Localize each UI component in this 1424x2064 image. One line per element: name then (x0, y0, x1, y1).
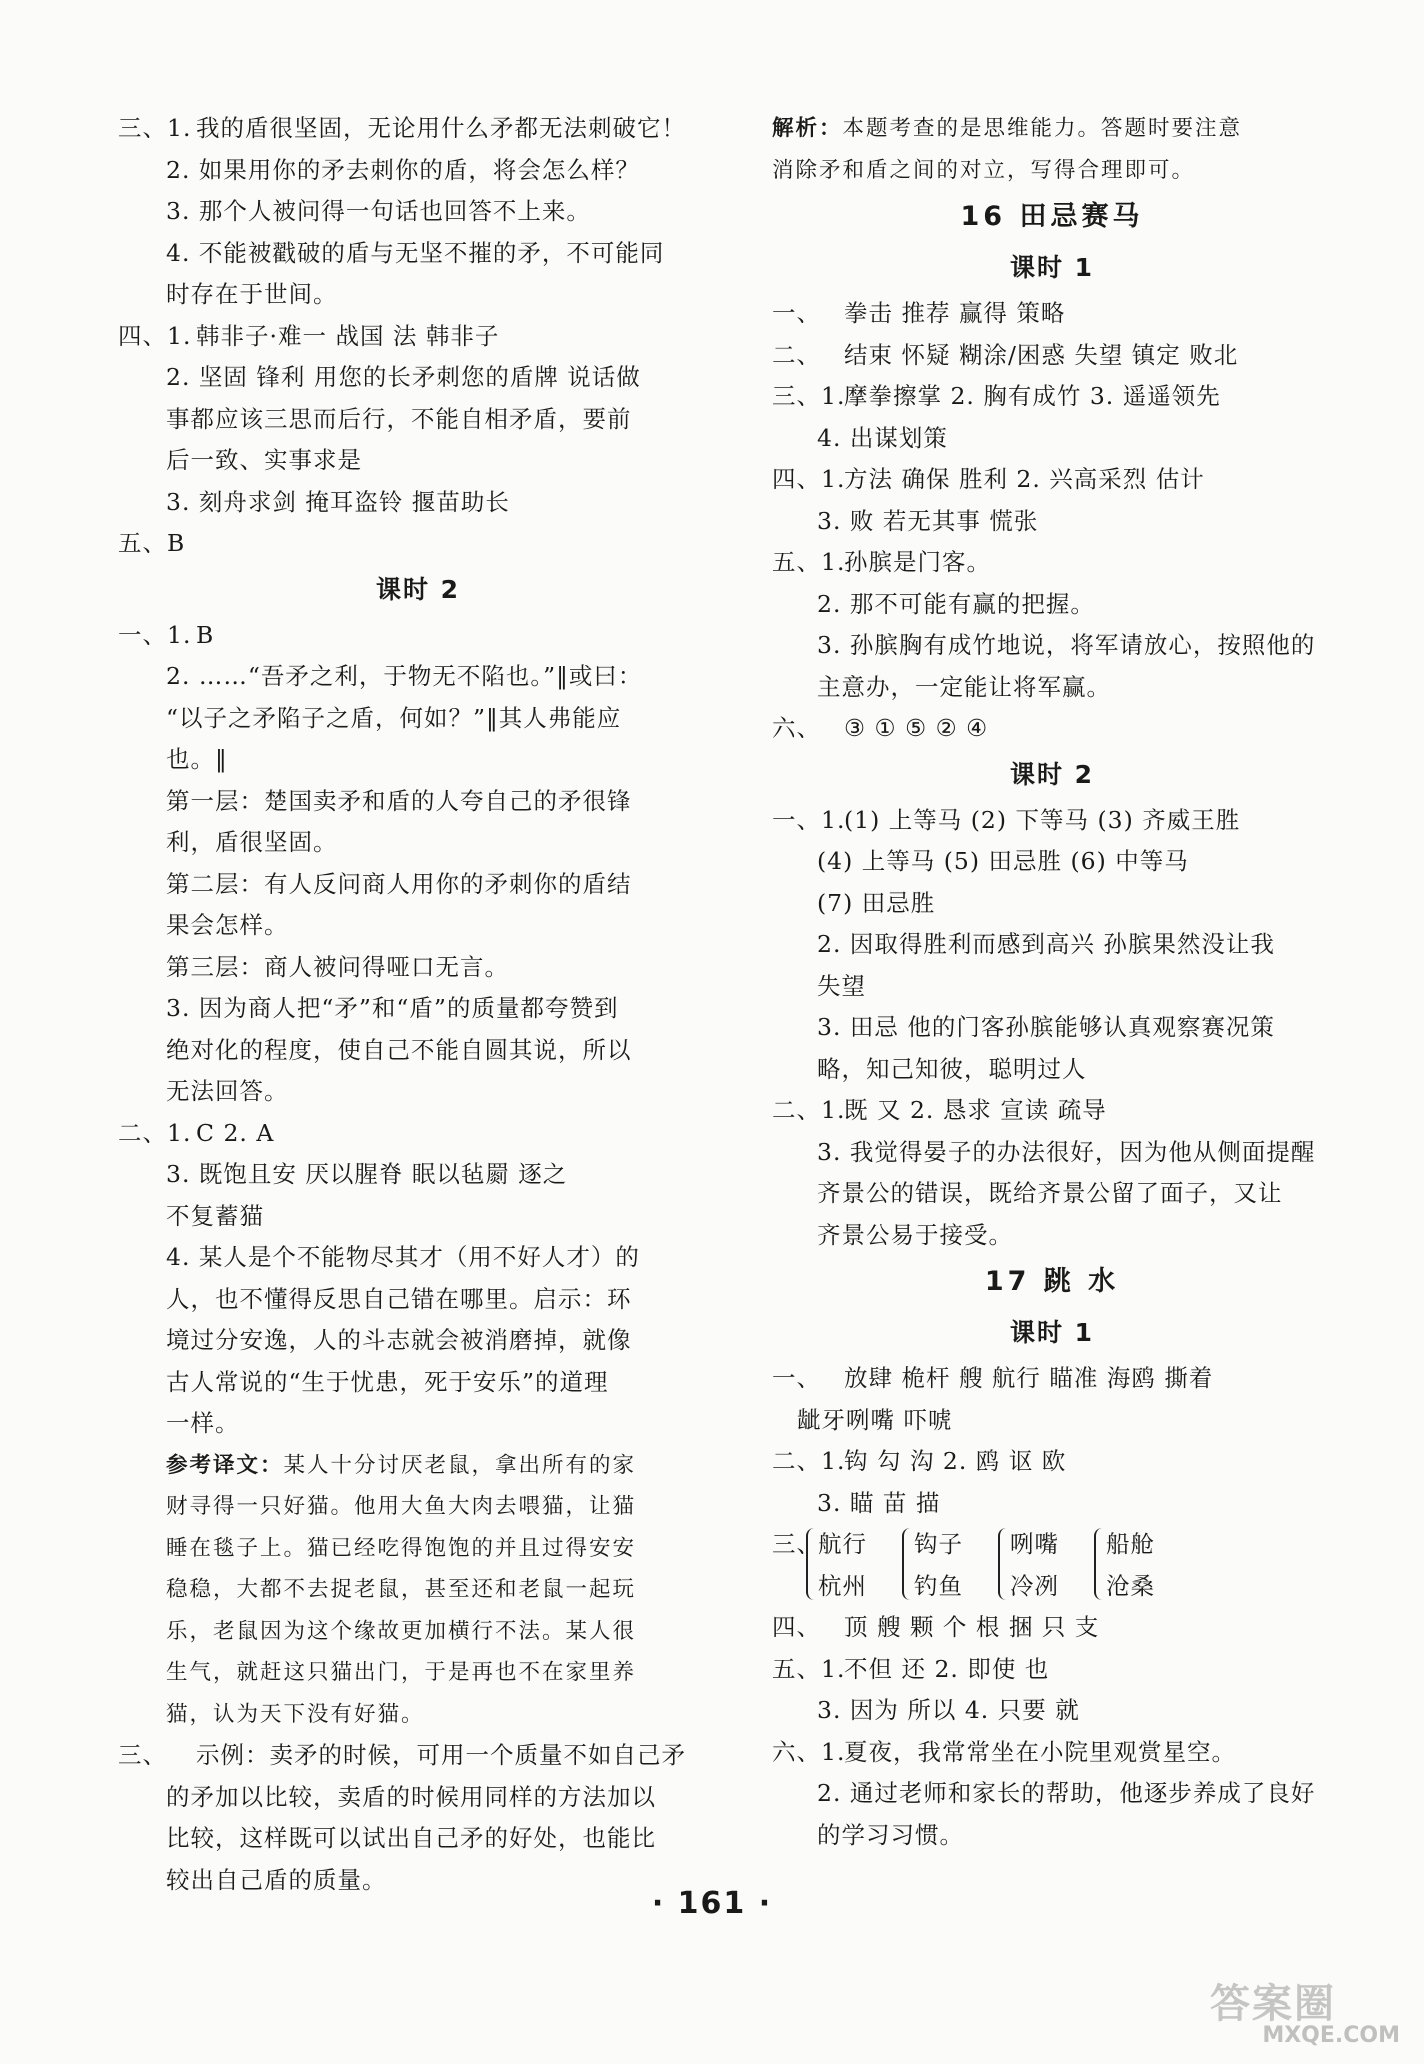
answer-content: 第三层：商人被问得哑口无言。 (166, 952, 509, 981)
answer-content: 3. 我觉得晏子的办法很好，因为他从侧面提醒 (817, 1137, 1316, 1166)
question-number: 二、1. (772, 1447, 846, 1475)
answer-line (118, 150, 718, 192)
answer-text (196, 108, 686, 150)
answer-line (772, 376, 1332, 418)
answer-text (166, 656, 642, 698)
answer-text (166, 1154, 567, 1196)
question-number: 一、 (772, 1364, 821, 1392)
answer-line (118, 440, 718, 482)
answer-content: 3. 刻舟求剑 掩耳盗铃 揠苗助长 (166, 487, 510, 516)
answer-content: 放肆 桅杆 艘 航行 瞄准 海鸥 撕着 (844, 1364, 1214, 1392)
answer-text (817, 667, 1111, 709)
answer-content: 既 又 2. 恳求 宣读 疏导 (844, 1096, 1107, 1124)
answer-line (118, 1154, 718, 1196)
answer-line (772, 667, 1332, 709)
answer-text (817, 1815, 964, 1857)
answer-line (772, 1215, 1332, 1257)
answer-text (166, 1445, 636, 1487)
answer-text (166, 1611, 636, 1653)
answer-line (118, 1611, 718, 1653)
answer-text (817, 1483, 940, 1525)
answer-text (166, 988, 618, 1030)
answer-line (118, 1071, 718, 1113)
answer-content: 某人十分讨厌老鼠，拿出所有的家 (283, 1452, 637, 1478)
answer-text (166, 1528, 636, 1570)
answer-text (844, 1441, 1066, 1483)
answer-text (196, 316, 499, 358)
answer-line (772, 542, 1332, 584)
answer-text (166, 440, 362, 482)
answer-line (118, 656, 718, 698)
answer-text (797, 1400, 952, 1442)
answer-text (844, 1358, 1213, 1400)
answer-line (772, 1441, 1332, 1483)
answer-line (118, 615, 718, 657)
answer-content: 的矛加以比较，卖盾的时候用同样的方法加以 (166, 1782, 656, 1811)
answer-content: 乐，老鼠因为这个缘故更加横行不法。某人很 (166, 1618, 637, 1644)
question-number: 六、 (772, 714, 821, 742)
answer-content: 齐景公易于接受。 (817, 1220, 1013, 1249)
answer-text (817, 1215, 1013, 1257)
answer-text (817, 625, 1315, 667)
answer-line (118, 1735, 718, 1777)
answer-text (166, 1071, 289, 1113)
answer-content: 龇牙咧嘴 吓唬 (797, 1405, 953, 1434)
section-heading: 课时 2 (375, 574, 461, 604)
brace-mark (902, 1528, 912, 1600)
answer-text (817, 1132, 1315, 1174)
answer-content: 拳击 推荐 赢得 策略 (844, 299, 1066, 327)
answer-text (166, 1403, 240, 1445)
answer-line (118, 1030, 718, 1072)
answer-line (772, 1007, 1332, 1049)
answer-text (844, 800, 1240, 842)
answer-content: 3. 那个人被问得一句话也回答不上来。 (166, 197, 591, 225)
answer-content: 财寻得一只好猫。他用大鱼大肉去喂猫，让猫 (166, 1494, 637, 1519)
answer-line (118, 1652, 718, 1694)
section-heading: 课时 1 (1009, 1318, 1095, 1347)
answer-content: 不复蓄猫 (166, 1201, 264, 1230)
answer-content: 消除矛和盾之间的对立，写得合理即可。 (772, 157, 1196, 183)
answer-text (817, 584, 1095, 626)
answer-line (118, 1569, 718, 1611)
question-number: 五、1. (772, 1654, 846, 1683)
section-heading: 课时 2 (1009, 759, 1095, 789)
answer-line (118, 905, 718, 947)
answer-line (772, 708, 1332, 750)
answer-text (817, 841, 1189, 883)
answer-text (844, 1607, 1099, 1649)
answer-content: 绝对化的程度，使自己不能自圆其说，所以 (166, 1035, 632, 1064)
answer-line (118, 1362, 718, 1404)
answer-text (166, 1569, 636, 1611)
question-number: 三、 (772, 1530, 821, 1558)
answer-text (166, 1279, 632, 1321)
answer-content: 顶 艘 颗 个 根 捆 只 支 (844, 1613, 1100, 1641)
answer-text (166, 739, 228, 781)
lesson-title: 17 跳 水 (984, 1266, 1120, 1297)
brace-mark (998, 1528, 1008, 1600)
answer-content: 果会怎样。 (166, 911, 289, 939)
answer-line (118, 1777, 718, 1819)
pair-word: 航行 (818, 1530, 867, 1558)
answer-content: 后一致、实事求是 (166, 446, 362, 474)
answer-content: 4. 某人是个不能物尽其才（用不好人才）的 (166, 1243, 640, 1271)
question-number: 三、1. (772, 382, 846, 410)
answer-content: 第一层：楚国卖矛和盾的人夸自己的矛很锋 (166, 786, 632, 815)
answer-content: 利，盾很坚固。 (166, 828, 338, 856)
answer-content: 3. 既饱且安 厌以腥脊 眠以毡罽 逐之 (166, 1160, 568, 1188)
answer-line (772, 1400, 1332, 1442)
answer-line (118, 1486, 718, 1528)
answer-text (817, 1049, 1087, 1091)
answer-text (166, 1818, 656, 1860)
answer-text (844, 1090, 1107, 1132)
answer-text (817, 966, 866, 1008)
answer-line (118, 988, 718, 1030)
right-column (772, 108, 1332, 1856)
answer-line (772, 1690, 1332, 1732)
answer-content: 3. 败 若无其事 慌张 (817, 506, 1039, 535)
answer-line (772, 1524, 1332, 1607)
pair-word: 钓鱼 (914, 1571, 963, 1600)
answer-line (772, 150, 1332, 192)
answer-line (118, 191, 718, 233)
answer-line (118, 1528, 718, 1570)
answer-line (772, 1358, 1332, 1400)
answer-text (772, 108, 1242, 150)
answer-line (118, 1113, 718, 1155)
answer-text (166, 698, 621, 740)
question-number: 二、 (772, 340, 821, 369)
answer-line (772, 966, 1332, 1008)
answer-content: 2. 坚固 锋利 用您的长矛刺您的盾牌 说话做 (166, 363, 641, 391)
answer-content: 4. 不能被戳破的盾与无坚不摧的矛，不可能同 (166, 238, 665, 267)
answer-text (817, 1690, 1080, 1732)
section-heading: 课时 1 (1009, 253, 1095, 282)
question-number: 二、1. (772, 1096, 846, 1124)
brace-mark (1094, 1528, 1104, 1600)
answer-text (817, 924, 1275, 966)
question-number: 二、1. (118, 1118, 192, 1147)
answer-text (166, 1652, 636, 1694)
question-number: 六、1. (772, 1737, 846, 1766)
answer-line (772, 841, 1332, 883)
answer-text (844, 459, 1205, 501)
answer-text (166, 1486, 636, 1528)
answer-content: “以子之矛陷子之盾，何如？”‖其人弗能应 (166, 703, 622, 732)
answer-content: 示例：卖矛的时候，可用一个质量不如自己矛 (196, 1741, 686, 1769)
answer-content: 不但 还 2. 即使 也 (844, 1654, 1050, 1683)
answer-line (772, 418, 1332, 460)
answer-line (772, 1607, 1332, 1649)
answer-content: 事都应该三思而后行，不能自相矛盾，要前 (166, 404, 632, 433)
answer-line (118, 316, 718, 358)
answer-line (118, 1445, 718, 1487)
answer-text (166, 399, 632, 441)
answer-line (772, 1132, 1332, 1174)
pair-word: 钩子 (914, 1530, 963, 1558)
answer-text (817, 1173, 1283, 1215)
answer-text (817, 501, 1038, 543)
answer-line (118, 822, 718, 864)
answer-text (166, 781, 632, 823)
answer-content: 3. 因为 所以 4. 只要 就 (817, 1696, 1080, 1724)
answer-text (844, 376, 1221, 418)
answer-line (772, 293, 1332, 335)
answer-line (118, 1196, 718, 1238)
answer-content: 齐景公的错误，既给齐景公留了面子，又让 (817, 1179, 1283, 1207)
answer-content: 也。‖ (166, 745, 228, 773)
answer-content: 生气，就赶这只猫出门，于是再也不在家里养 (166, 1660, 637, 1685)
answer-text (817, 883, 935, 925)
answer-line (118, 274, 718, 316)
answer-line (772, 625, 1332, 667)
left-column (118, 108, 718, 1901)
answer-line (118, 1320, 718, 1362)
answer-line (118, 357, 718, 399)
question-number: 一、 (772, 299, 821, 327)
answer-content: 2. 因取得胜利而感到高兴 孙膑果然没让我 (817, 930, 1275, 958)
answer-text (166, 822, 338, 864)
answer-text (844, 293, 1065, 335)
answer-text (196, 615, 214, 657)
question-number: 五、1. (772, 548, 846, 576)
answer-content: (7) 田忌胜 (817, 888, 936, 917)
answer-line (772, 883, 1332, 925)
answer-content: 古人常说的“生于忧患，死于安乐”的道理 (166, 1367, 609, 1396)
answer-content: 韩非子·难一 战国 法 韩非子 (196, 321, 500, 350)
answer-content: 猫，认为天下没有好猫。 (166, 1701, 425, 1727)
answer-content: 2. ……“吾矛之利，于物无不陷也。”‖或曰： (166, 662, 643, 690)
answer-text (772, 150, 1195, 192)
answer-text (166, 1362, 609, 1404)
answer-line (118, 233, 718, 275)
answer-content: 第二层：有人反问商人用你的矛刺你的盾结 (166, 869, 632, 898)
answer-content: (1) 上等马 (2) 下等马 (3) 齐威王胜 (844, 805, 1241, 834)
answer-line (772, 1090, 1332, 1132)
answer-text (166, 947, 509, 989)
answer-line (772, 1649, 1332, 1691)
answer-content: 略，知己知彼，聪明过人 (817, 1054, 1087, 1083)
answer-content: 3. 孙膑胸有成竹地说，将军请放心，按照他的 (817, 631, 1316, 659)
question-number: 三、 (118, 1741, 167, 1769)
answer-text (817, 1773, 1315, 1815)
question-number: 四、 (772, 1613, 821, 1641)
answer-line (772, 584, 1332, 626)
answer-line (118, 739, 718, 781)
answer-content: 比较，这样既可以试出自己矛的好处，也能比 (166, 1824, 656, 1852)
answer-text (817, 1007, 1275, 1049)
answer-content: 我的盾很坚固，无论用什么矛都无法刺破它！ (196, 114, 686, 142)
answer-content: 主意办，一定能让将军赢。 (817, 672, 1111, 701)
answer-text (166, 150, 640, 192)
answer-content: 钩 勾 沟 2. 鸥 讴 欧 (844, 1447, 1067, 1475)
answer-line (772, 335, 1332, 377)
answer-content: 4. 出谋划策 (817, 423, 948, 452)
answer-line (772, 1815, 1332, 1857)
answer-text (166, 905, 289, 947)
answer-content: C 2. A (196, 1118, 275, 1147)
answer-text (844, 335, 1238, 377)
answer-content: 2. 那不可能有赢的把握。 (817, 589, 1095, 618)
answer-content: 较出自己盾的质量。 (166, 1865, 387, 1894)
answer-content: 一样。 (166, 1409, 240, 1437)
lesson-title: 16 田忌赛马 (960, 201, 1144, 232)
answer-content: 结束 怀疑 糊涂/困惑 失望 镇定 败北 (844, 340, 1239, 369)
answer-text (817, 418, 948, 460)
pair-word: 冷冽 (1010, 1571, 1059, 1600)
answer-text (196, 1735, 686, 1777)
answer-text (844, 542, 991, 584)
answer-line (772, 459, 1332, 501)
answer-line (772, 800, 1332, 842)
answer-content: B (196, 620, 215, 649)
answer-line (118, 482, 718, 524)
answer-content: 2. 通过老师和家长的帮助，他逐步养成了良好 (817, 1779, 1316, 1807)
watermark-url: MXQE.COM (1262, 2023, 1400, 2048)
answer-content: 孙膑是门客。 (844, 548, 991, 576)
answer-line (118, 781, 718, 823)
answer-line (772, 924, 1332, 966)
answer-text (166, 1030, 632, 1072)
answer-text (844, 1732, 1236, 1774)
answer-content: 3. 瞄 苗 描 (817, 1488, 941, 1517)
answer-content: 的学习习惯。 (817, 1820, 964, 1849)
answer-line (118, 947, 718, 989)
answer-text (166, 482, 510, 524)
answer-line (118, 523, 718, 565)
answer-content: 稳稳，大都不去捉老鼠，甚至还和老鼠一起玩 (166, 1577, 637, 1602)
answer-line (118, 1237, 718, 1279)
question-number: 四、1. (772, 465, 846, 493)
question-number: 三、1. (118, 114, 192, 142)
answer-line (772, 1773, 1332, 1815)
answer-line (772, 1732, 1332, 1774)
answer-content: 夏夜，我常常坐在小院里观赏星空。 (844, 1737, 1236, 1766)
answer-content: 无法回答。 (166, 1077, 289, 1105)
answer-line (772, 108, 1332, 150)
answer-text (166, 1196, 264, 1238)
question-number: 四、1. (118, 321, 192, 350)
answer-line (772, 1049, 1332, 1091)
pair-word: 船舱 (1106, 1530, 1155, 1558)
answer-line (118, 1279, 718, 1321)
answer-line (118, 864, 718, 906)
answer-text (196, 1113, 274, 1155)
answer-content: 人，也不懂得反思自己错在哪里。启示：环 (166, 1284, 632, 1313)
answer-content: ③ ① ⑤ ② ④ (844, 714, 989, 742)
bold-prefix: 解析： (772, 116, 843, 141)
answer-content: 3. 田忌 他的门客孙膑能够认真观察赛况策 (817, 1013, 1275, 1041)
answer-content: 境过分安逸，人的斗志就会被消磨掉，就像 (166, 1326, 632, 1354)
pair-word: 沧桑 (1106, 1571, 1155, 1600)
answer-text (166, 274, 338, 316)
answer-line (118, 698, 718, 740)
question-number: 一、1. (118, 620, 192, 649)
answer-line (772, 501, 1332, 543)
answer-text (166, 233, 664, 275)
answer-line (772, 1173, 1332, 1215)
answer-content: 摩拳擦掌 2. 胸有成竹 3. 遥遥领先 (844, 382, 1221, 410)
answer-text (166, 191, 591, 233)
pair-word: 咧嘴 (1010, 1530, 1059, 1558)
question-number: 五、B (118, 529, 186, 557)
brace-mark (806, 1528, 816, 1600)
answer-content: 本题考查的是思维能力。答题时要注意 (842, 116, 1243, 141)
answer-text (844, 708, 988, 750)
answer-text (166, 864, 632, 906)
answer-text (166, 1694, 425, 1736)
answer-line (118, 1694, 718, 1736)
answer-text (166, 357, 641, 399)
watermark-logo: 答案圈 (1210, 1981, 1336, 2027)
answer-content: 3. 因为商人把“矛”和“盾”的质量都夸赞到 (166, 994, 619, 1022)
answer-text (844, 1649, 1049, 1691)
answer-line (118, 1818, 718, 1860)
question-number: 一、1. (772, 805, 846, 834)
answer-text (166, 1320, 632, 1362)
answer-content: 2. 如果用你的矛去刺你的盾，将会怎么样？ (166, 155, 640, 184)
bold-prefix: 参考译文： (166, 1452, 284, 1478)
answer-content: 时存在于世间。 (166, 280, 338, 308)
answer-line (118, 108, 718, 150)
answer-content: 睡在毯子上。猫已经吃得饱饱的并且过得安安 (166, 1535, 637, 1561)
watermark (1210, 1972, 1400, 2050)
answer-content: 失望 (817, 971, 866, 1000)
answer-content: 方法 确保 胜利 2. 兴高采烈 估计 (844, 465, 1205, 493)
answer-text (166, 1777, 656, 1819)
pair-word: 杭州 (818, 1571, 867, 1600)
answer-line (118, 1403, 718, 1445)
answer-content: (4) 上等马 (5) 田忌胜 (6) 中等马 (817, 847, 1189, 875)
answer-line (772, 1483, 1332, 1525)
answer-text (166, 1237, 640, 1279)
answer-line (118, 399, 718, 441)
page-number: · 161 · (651, 1886, 773, 1921)
